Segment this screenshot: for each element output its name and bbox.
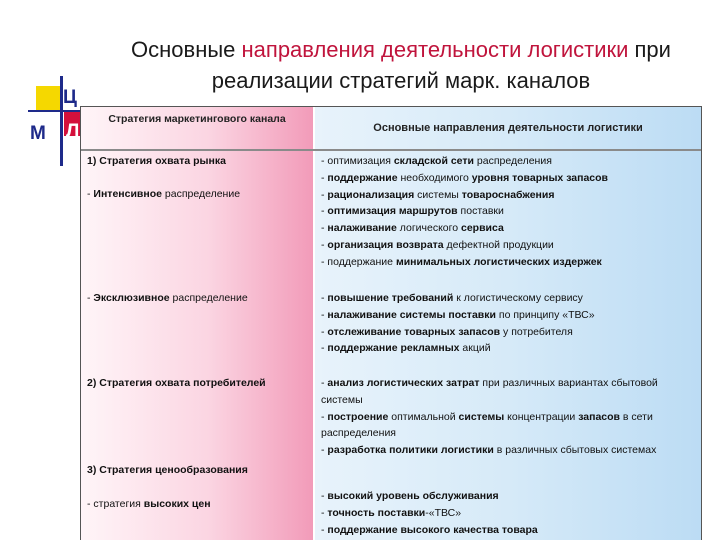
strategy-table [80, 106, 702, 540]
directions-group-2 [321, 290, 695, 357]
direction-item: - построение оптимальной системы концентрации запасов в сети распределения [321, 410, 653, 440]
direction-item: - поддержание минимальных логистических издержек [321, 255, 602, 268]
direction-item: - налаживание системы поставки по принципу «ТВС» [321, 308, 595, 321]
strategy-pricing: 3) Стратегия ценообразования [87, 464, 248, 476]
direction-item: - рационализация системы товароснабжения [321, 188, 555, 201]
strategy-market-coverage: 1) Стратегия охвата рынка [87, 155, 226, 167]
direction-item: - поддержание рекламных акций [321, 342, 491, 355]
directions-group-3 [321, 375, 695, 459]
direction-item: - повышение требований к логистическому сервису [321, 292, 583, 304]
direction-item: - оптимизация маршрутов поставки [321, 205, 504, 218]
direction-item: - анализ логистических затрат при различных вариантах сбытовой системы [321, 377, 658, 406]
logo-letter-l: Л [66, 121, 80, 142]
column-divider [313, 107, 315, 540]
strategy-exclusive: - Эксклюзивное распределение [87, 292, 248, 304]
page-title: Основные направления деятельности логистики при реализации стратегий марк. каналов [131, 37, 671, 93]
logo-letter-m: М [30, 123, 46, 144]
header-left: Стратегия маркетингового канала [108, 113, 286, 125]
direction-item: - поддержание высокого качества товара [321, 523, 538, 536]
strategy-intensive: - Интенсивное распределение [87, 188, 241, 200]
logo-yellow-square [36, 86, 62, 112]
title-accent: направления деятельности логистики [241, 37, 629, 62]
direction-item: - оптимизация складской сети распределения [321, 155, 552, 167]
directions-group-4 [321, 488, 695, 538]
direction-item: - разработка политики логистики в различных сбытовых системах [321, 444, 657, 457]
header-right: Основные направления деятельности логистики [373, 122, 643, 134]
directions-group-1 [321, 153, 695, 271]
direction-item: - точность поставки-«ТВС» [321, 506, 462, 519]
strategy-high-price: - стратегия высоких цен [87, 498, 211, 510]
direction-item: - отслеживание товарных запасов у потребителя [321, 325, 573, 338]
logo-letter-ts: Ц [63, 87, 77, 108]
direction-item: - поддержание необходимого уровня товарных запасов [321, 171, 608, 184]
direction-item: - высокий уровень обслуживания [321, 490, 499, 502]
strategy-consumer-coverage: 2) Стратегия охвата потребителей [87, 377, 266, 389]
header-divider [81, 149, 701, 151]
direction-item: - организация возврата дефектной продукции [321, 238, 554, 251]
direction-item: - налаживание логического сервиса [321, 222, 504, 235]
